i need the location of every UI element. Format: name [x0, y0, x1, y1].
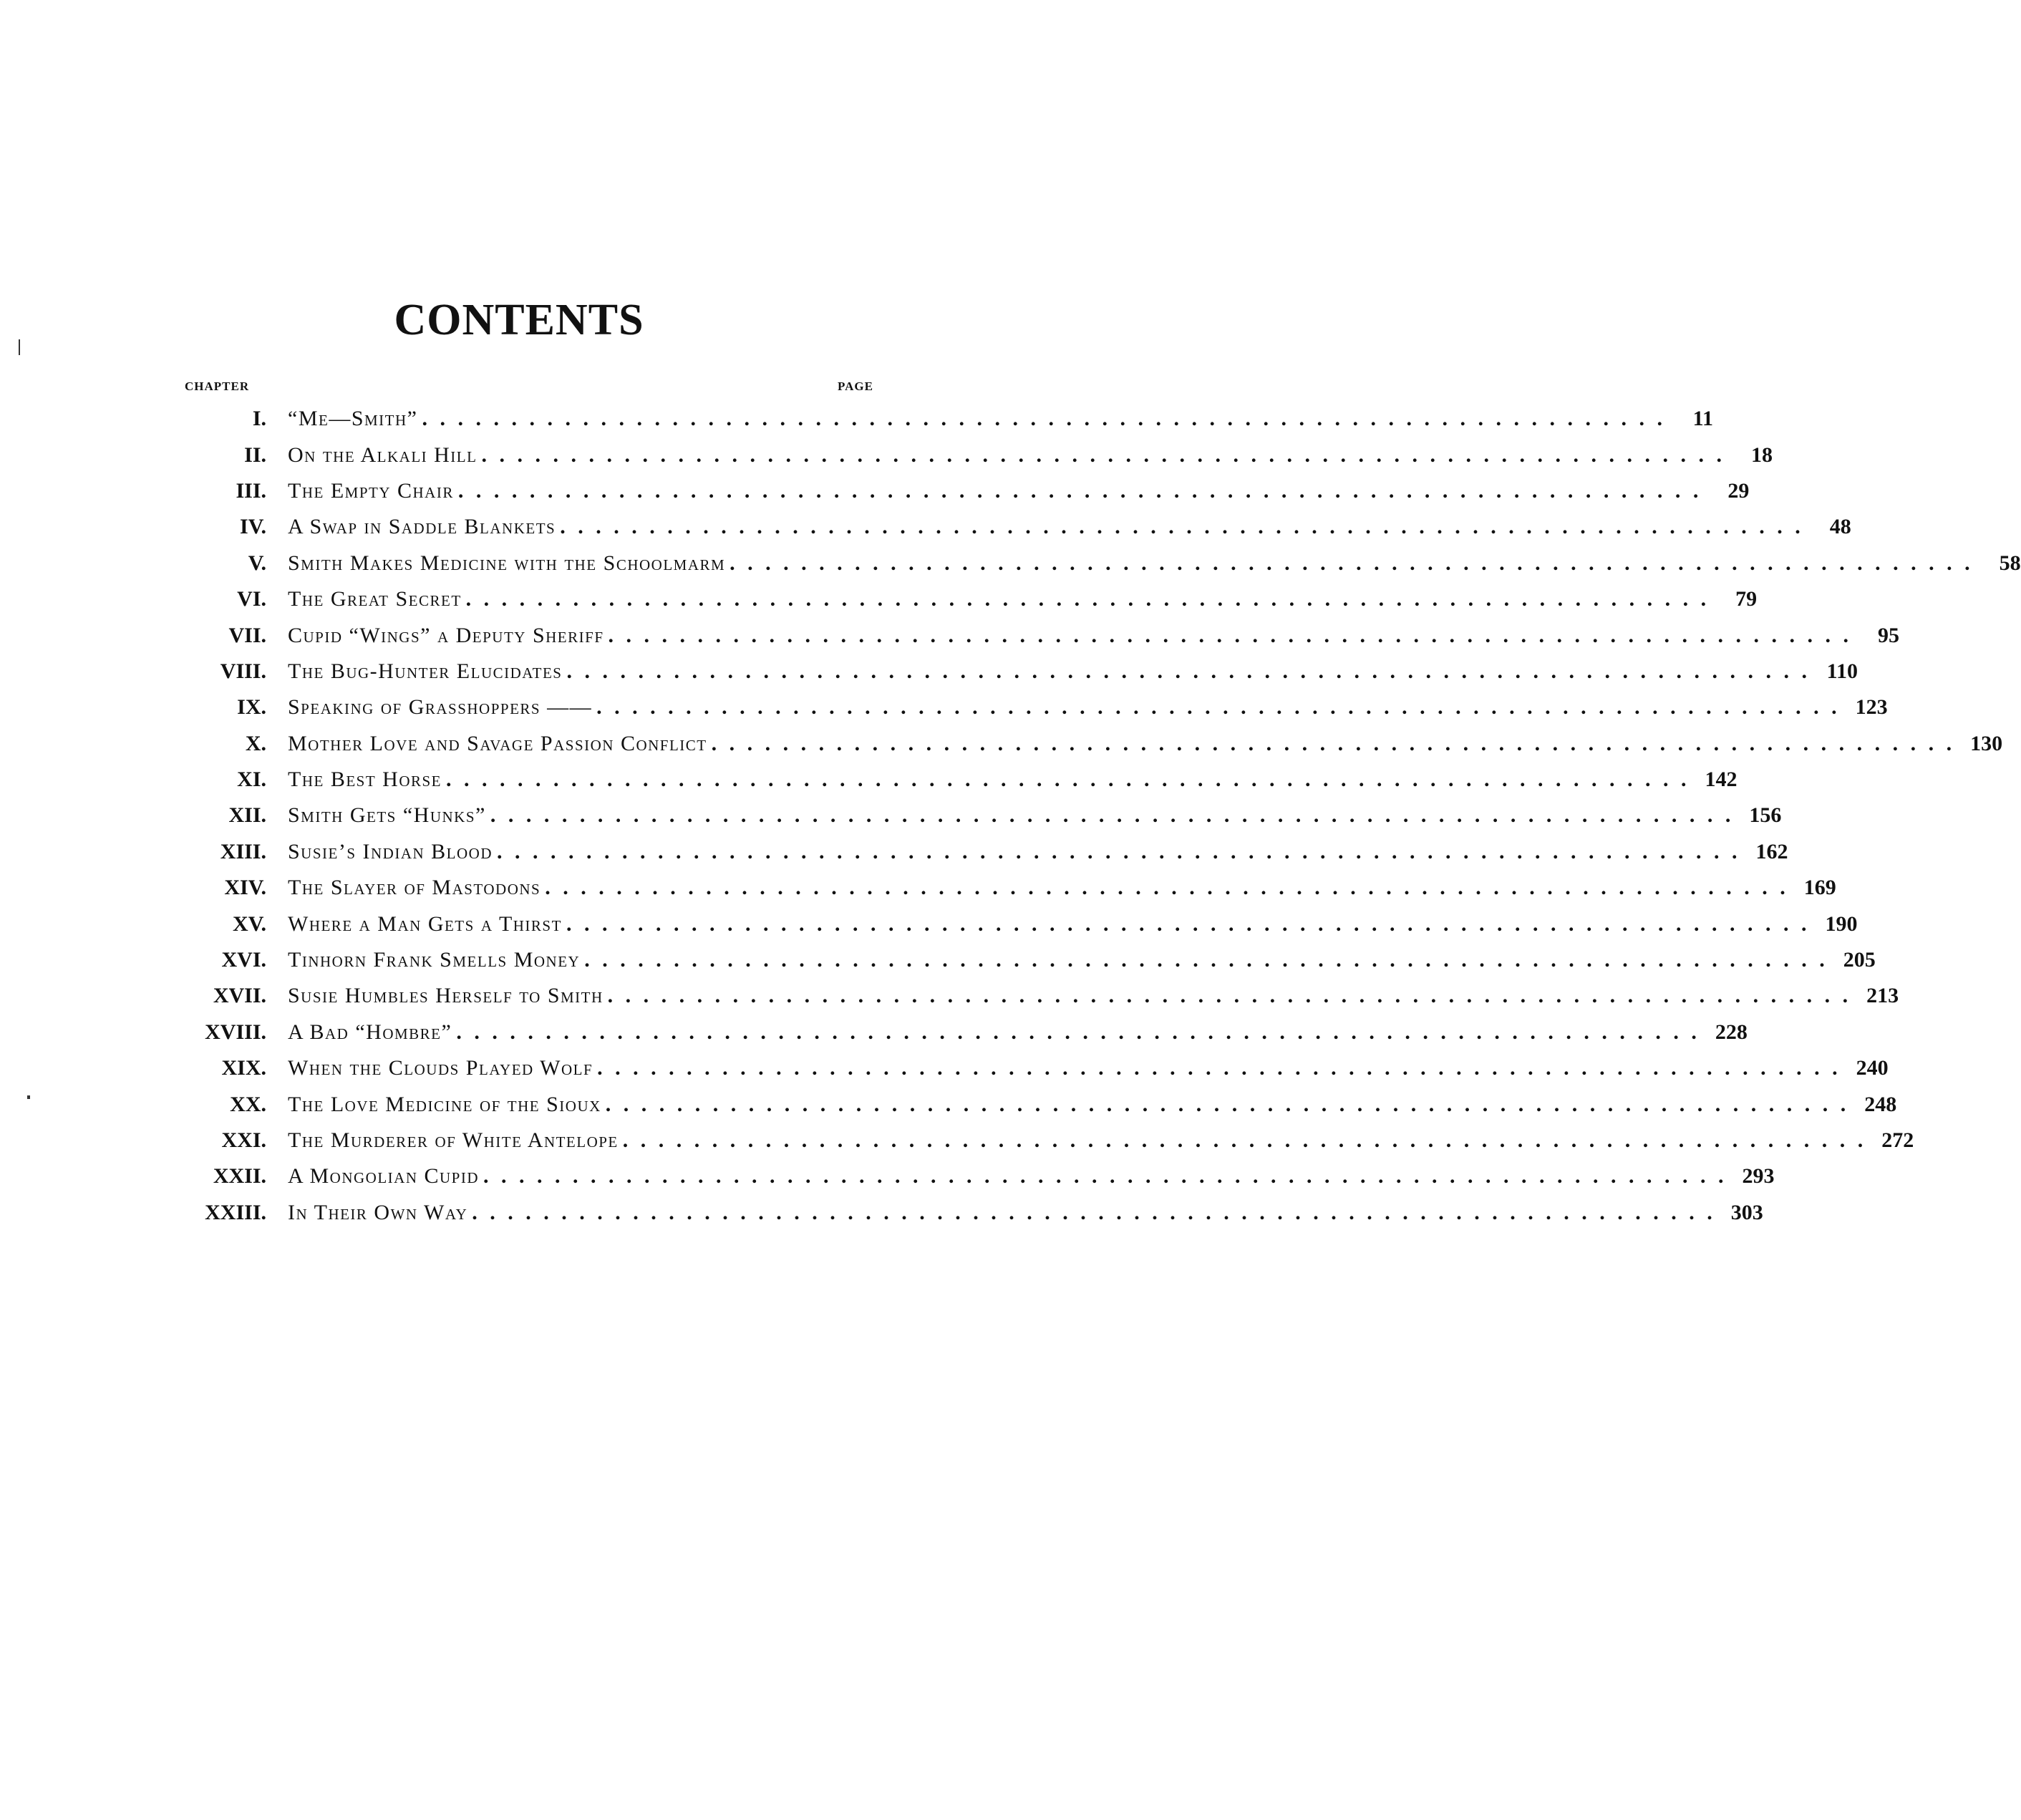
chapter-entry	[288, 1164, 1727, 1189]
chapter-entry	[288, 1201, 1716, 1225]
chapter-entry	[288, 659, 1811, 684]
chapter-title: Cupid “Wings” a Deputy Sheriff	[288, 623, 604, 647]
chapter-numeral: XVI.	[221, 948, 266, 972]
chapter-title: The Bug-Hunter Elucidates	[288, 659, 563, 683]
chapter-entry	[288, 695, 1841, 720]
dot-leader: . . . . . . . . . . . . . . . . . . . . . . . . . . . . . . . . . . . . . . . . . . . . . . . . . . . . . . . . . . . . . . . . . . . . . .	[422, 407, 1666, 431]
margin-speck	[27, 1095, 30, 1099]
chapter-numeral: III.	[236, 478, 266, 503]
dot-leader: . . . . . . . . . . . . . . . . . . . . . . . . . . . . . . . . . . . . . . . . . . . . . . . . . . . . . . . . . . . . . . . . . . . . . .	[446, 768, 1690, 792]
page-number: 240	[1856, 1056, 1889, 1080]
page-number: 272	[1881, 1128, 1914, 1152]
chapter-numeral: XI.	[237, 768, 266, 792]
chapter-entry	[288, 803, 1734, 828]
chapter-numeral: XXI.	[221, 1128, 266, 1152]
page-title: CONTENTS	[394, 296, 644, 344]
page-number: 18	[1750, 442, 1773, 467]
chapter-numeral: IX.	[237, 695, 266, 720]
chapter-numeral: X.	[245, 731, 266, 755]
toc-entry	[179, 654, 1858, 689]
toc-entry	[179, 1050, 1889, 1086]
chapter-title: Susie Humbles Herself to Smith	[288, 984, 604, 1008]
page-number: 11	[1692, 407, 1713, 431]
chapter-numeral: XVII.	[213, 984, 266, 1008]
dot-leader: . . . . . . . . . . . . . . . . . . . . . . . . . . . . . . . . . . . . . . . . . . . . . . . . . . . . . . . . . . . . . . . . . . . . . .	[730, 551, 1974, 575]
chapter-numeral: XIX.	[221, 1056, 266, 1080]
chapter-title: On the Alkali Hill	[288, 442, 478, 467]
chapter-numeral: XX.	[230, 1092, 266, 1116]
chapter-title: The Empty Chair	[288, 478, 454, 503]
toc-entry	[179, 870, 1836, 906]
dot-leader: . . . . . . . . . . . . . . . . . . . . . . . . . . . . . . . . . . . . . . . . . . . . . . . . . . . . . . . . . . . . . . . . . . . . . .	[605, 1092, 1850, 1116]
page-number: 110	[1826, 659, 1858, 683]
dot-leader: . . . . . . . . . . . . . . . . . . . . . . . . . . . . . . . . . . . . . . . . . . . . . . . . . . . . . . . . . . . . . . . . . . . . . .	[607, 984, 1852, 1008]
chapter-title: The Love Medicine of the Sioux	[288, 1092, 601, 1116]
chapter-entry	[288, 479, 1702, 503]
toc-entry	[179, 401, 1713, 437]
chapter-entry	[288, 407, 1666, 431]
page-number: 190	[1825, 911, 1858, 936]
toc-entry	[179, 978, 1899, 1014]
toc-entry	[179, 1123, 1914, 1158]
chapter-numeral: V.	[248, 551, 266, 575]
toc-entry	[179, 906, 1858, 942]
chapter-numeral: XXIII.	[205, 1200, 266, 1224]
toc-entry	[179, 798, 1782, 833]
chapter-title: The Best Horse	[288, 768, 442, 792]
toc-entry	[179, 509, 1851, 545]
toc-entry	[179, 546, 2021, 581]
chapter-title: Tinhorn Frank Smells Money	[288, 948, 581, 972]
chapter-title: Smith Makes Medicine with the Schoolmarm	[288, 551, 726, 575]
chapter-numeral: VIII.	[220, 659, 266, 683]
page-number: 156	[1749, 803, 1782, 828]
chapter-entry	[288, 1128, 1866, 1153]
page-number: 130	[1970, 731, 2003, 755]
toc-entry	[179, 1158, 1775, 1194]
chapter-numeral: II.	[244, 442, 266, 467]
chapter-numeral: XIII.	[220, 839, 266, 863]
chapter-title: A Mongolian Cupid	[288, 1164, 480, 1189]
dot-leader: . . . . . . . . . . . . . . . . . . . . . . . . . . . . . . . . . . . . . . . . . . . . . . . . . . . . . . . . . . . . . . . . . . . . . .	[456, 1020, 1700, 1044]
dot-leader: . . . . . . . . . . . . . . . . . . . . . . . . . . . . . . . . . . . . . . . . . . . . . . . . . . . . . . . . . . . . . . . . . . . . . .	[608, 623, 1852, 647]
chapter-title: A Swap in Saddle Blankets	[288, 515, 556, 539]
chapter-title: Smith Gets “Hunks”	[288, 803, 486, 828]
chapter-numeral: IV.	[240, 515, 266, 539]
chapter-entry	[288, 984, 1851, 1008]
chapter-numeral: XV.	[233, 911, 266, 936]
chapter-entry	[288, 948, 1828, 972]
chapter-numeral: XIV.	[224, 876, 266, 900]
chapter-entry	[288, 1093, 1849, 1117]
chapter-entry	[288, 515, 1804, 539]
dot-leader: . . . . . . . . . . . . . . . . . . . . . . . . . . . . . . . . . . . . . . . . . . . . . . . . . . . . . . . . . . . . . . . . . . . . . .	[711, 731, 1956, 755]
dot-leader: . . . . . . . . . . . . . . . . . . . . . . . . . . . . . . . . . . . . . . . . . . . . . . . . . . . . . . . . . . . . . . . . . . . . . .	[560, 515, 1804, 539]
chapter-entry	[288, 443, 1725, 468]
page-number: 205	[1843, 948, 1876, 972]
chapter-title: Mother Love and Savage Passion Conflict	[288, 731, 707, 755]
page-column-header: PAGE	[838, 379, 873, 393]
page-number: 169	[1803, 876, 1836, 900]
page-number: 228	[1715, 1020, 1748, 1044]
chapter-title: The Murderer of White Antelope	[288, 1128, 619, 1152]
page-number: 29	[1727, 478, 1750, 503]
chapter-entry	[288, 624, 1852, 648]
dot-leader: . . . . . . . . . . . . . . . . . . . . . . . . . . . . . . . . . . . . . . . . . . . . . . . . . . . . . . . . . . . . . . . . . . . . . .	[483, 1164, 1727, 1189]
chapter-title: Susie’s Indian Blood	[288, 839, 493, 863]
table-of-contents	[179, 401, 2021, 1231]
chapter-numeral: VII.	[228, 623, 266, 647]
chapter-title: A Bad “Hombre”	[288, 1020, 452, 1044]
chapter-title: When the Clouds Played Wolf	[288, 1056, 593, 1080]
toc-entry	[179, 473, 1750, 509]
dot-leader: . . . . . . . . . . . . . . . . . . . . . . . . . . . . . . . . . . . . . . . . . . . . . . . . . . . . . . . . . . . . . . . . . . . . . .	[566, 911, 1811, 936]
page-number: 95	[1878, 623, 1899, 647]
dot-leader: . . . . . . . . . . . . . . . . . . . . . . . . . . . . . . . . . . . . . . . . . . . . . . . . . . . . . . . . . . . . . . . . . . . . . .	[566, 659, 1811, 683]
toc-entry	[179, 437, 1773, 473]
page-number: 123	[1855, 695, 1888, 720]
toc-entry	[179, 1086, 1897, 1122]
page-number: 303	[1730, 1200, 1763, 1224]
chapter-entry	[288, 1056, 1841, 1080]
dot-leader: . . . . . . . . . . . . . . . . . . . . . . . . . . . . . . . . . . . . . . . . . . . . . . . . . . . . . . . . . . . . . . . . . . . . . .	[457, 478, 1702, 503]
chapter-numeral: XXII.	[213, 1164, 266, 1189]
chapter-entry	[288, 587, 1710, 611]
toc-entry	[179, 617, 1899, 653]
page-number: 293	[1742, 1164, 1775, 1189]
toc-entry	[179, 762, 1738, 798]
chapter-numeral: I.	[252, 407, 266, 431]
chapter-entry	[288, 840, 1741, 864]
toc-entry	[179, 581, 1758, 617]
chapter-entry	[288, 551, 1974, 576]
chapter-entry	[288, 732, 1955, 756]
dot-leader: . . . . . . . . . . . . . . . . . . . . . . . . . . . . . . . . . . . . . . . . . . . . . . . . . . . . . . . . . . . . . . . . . . . . . .	[597, 1056, 1841, 1080]
page-number: 79	[1735, 587, 1758, 611]
chapter-title: Speaking of Grasshoppers ——	[288, 695, 593, 720]
dot-leader: . . . . . . . . . . . . . . . . . . . . . . . . . . . . . . . . . . . . . . . . . . . . . . . . . . . . . . . . . . . . . . . . . . . . . .	[465, 587, 1710, 611]
dot-leader: . . . . . . . . . . . . . . . . . . . . . . . . . . . . . . . . . . . . . . . . . . . . . . . . . . . . . . . . . . . . . . . . . . . . . .	[490, 803, 1735, 828]
dot-leader: . . . . . . . . . . . . . . . . . . . . . . . . . . . . . . . . . . . . . . . . . . . . . . . . . . . . . . . . . . . . . . . . . . . . . .	[545, 876, 1789, 900]
page-number: 162	[1755, 839, 1788, 863]
page-number: 48	[1829, 515, 1851, 539]
toc-entry	[179, 942, 1876, 978]
chapter-numeral: VI.	[237, 587, 266, 611]
toc-entry	[179, 1195, 1763, 1231]
toc-entry	[179, 689, 1888, 725]
page-number: 58	[1999, 551, 2021, 575]
chapter-title: The Slayer of Mastodons	[288, 876, 541, 900]
page-number: 213	[1866, 984, 1899, 1008]
chapter-entry	[288, 768, 1690, 792]
dot-leader: . . . . . . . . . . . . . . . . . . . . . . . . . . . . . . . . . . . . . . . . . . . . . . . . . . . . . . . . . . . . . . . . . . . . . .	[472, 1200, 1716, 1224]
dot-leader: . . . . . . . . . . . . . . . . . . . . . . . . . . . . . . . . . . . . . . . . . . . . . . . . . . . . . . . . . . . . . . . . . . . . . .	[584, 948, 1828, 972]
dot-leader: . . . . . . . . . . . . . . . . . . . . . . . . . . . . . . . . . . . . . . . . . . . . . . . . . . . . . . . . . . . . . . . . . . . . . .	[497, 839, 1741, 863]
page-number: 248	[1864, 1092, 1897, 1116]
chapter-title: “Me—Smith”	[288, 407, 418, 431]
toc-entry	[179, 834, 1788, 870]
chapter-numeral: XVIII.	[205, 1020, 266, 1044]
chapter-title: The Great Secret	[288, 587, 462, 611]
page-number: 142	[1705, 768, 1738, 792]
toc-entry	[179, 726, 2003, 762]
dot-leader: . . . . . . . . . . . . . . . . . . . . . . . . . . . . . . . . . . . . . . . . . . . . . . . . . . . . . . . . . . . . . . . . . . . . . .	[481, 442, 1725, 467]
chapter-entry	[288, 1020, 1700, 1045]
chapter-entry	[288, 912, 1810, 936]
chapter-numeral: XII.	[228, 803, 266, 828]
dot-leader: . . . . . . . . . . . . . . . . . . . . . . . . . . . . . . . . . . . . . . . . . . . . . . . . . . . . . . . . . . . . . . . . . . . . . .	[596, 695, 1841, 720]
chapter-entry	[288, 876, 1789, 900]
chapter-column-header: CHAPTER	[185, 379, 250, 393]
chapter-title: Where a Man Gets a Thirst	[288, 911, 562, 936]
toc-entry	[179, 1015, 1748, 1050]
dot-leader: . . . . . . . . . . . . . . . . . . . . . . . . . . . . . . . . . . . . . . . . . . . . . . . . . . . . . . . . . . . . . . . . . . . . . .	[622, 1128, 1867, 1152]
chapter-title: In Their Own Way	[288, 1200, 468, 1224]
